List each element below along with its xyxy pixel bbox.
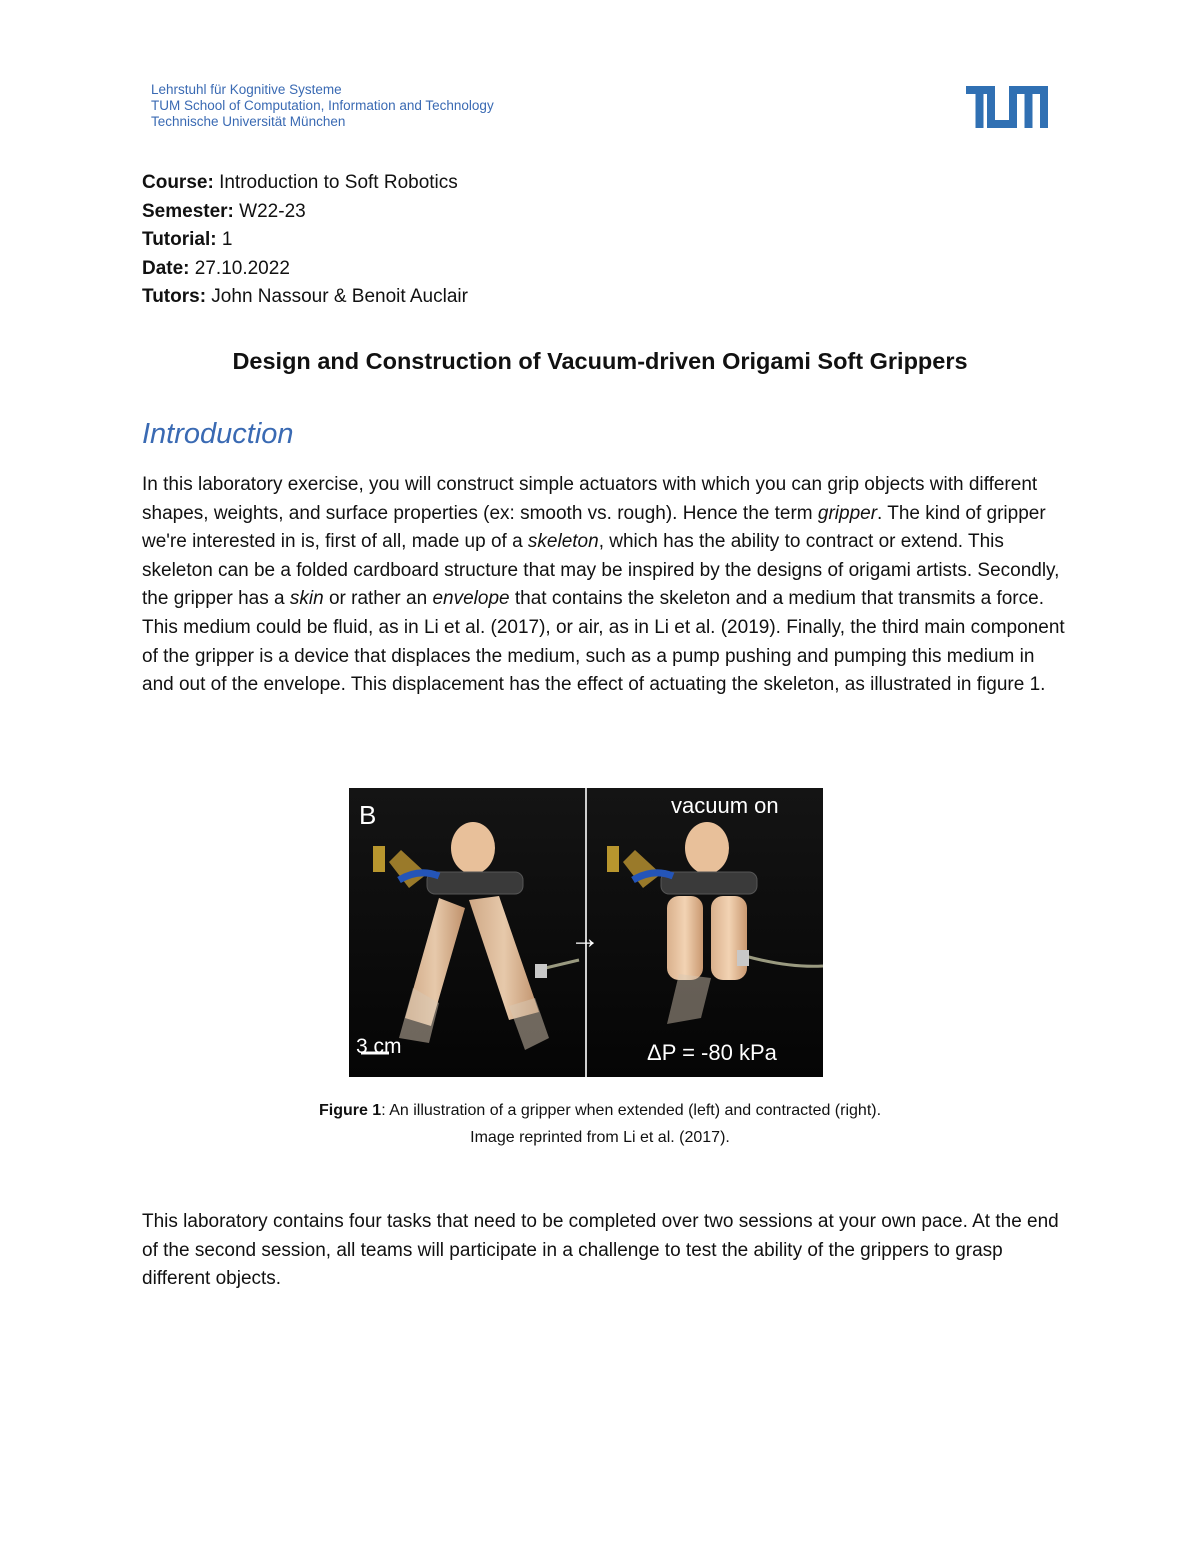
intro-paragraph — [142, 471, 1067, 700]
term-skeleton: skeleton — [527, 531, 599, 553]
tutorial-line — [142, 226, 468, 255]
course-label: Course: — [142, 172, 214, 193]
date-label: Date: — [142, 257, 190, 279]
chair-affiliation — [151, 82, 494, 130]
tum-logo — [966, 86, 1048, 128]
vacuum-on-label: vacuum on — [671, 793, 779, 818]
intro-text-2: . The kind of gripper we're interested in is, first of all, made up of a — [142, 502, 1046, 553]
figure-caption-text: : An illustration of a gripper when extended (left) and contracted (right). — [381, 1102, 882, 1119]
chair-line-1: Lehrstuhl für Kognitive Systeme — [151, 82, 342, 97]
semester-line — [142, 198, 468, 227]
arrow-icon: → — [570, 922, 600, 955]
term-gripper: gripper — [817, 502, 878, 524]
intro-text-3: , which has the ability to contract or extend. This skeleton can be a folded cardboard structure that may be inspired by the designs of origami artists. Secondly, the gripper has a — [142, 531, 1060, 610]
pressure-label: ΔP = -80 kPa — [647, 1040, 777, 1065]
section-heading-introduction: Introduction — [142, 418, 294, 450]
chair-line-3: Technische Universität München — [151, 114, 346, 129]
term-skin: skin — [289, 588, 324, 610]
chair-line-2: TUM School of Computation, Information and Technology — [151, 98, 494, 113]
figure-caption — [0, 1101, 1200, 1121]
gripper-figure — [349, 788, 823, 1077]
semester-value: W22-23 — [233, 200, 306, 222]
panel-letter-label: B — [359, 800, 377, 830]
intro-text-4: or rather an — [323, 588, 433, 610]
course-line — [142, 169, 468, 198]
term-envelope: envelope — [432, 588, 510, 610]
date-line — [142, 255, 468, 284]
figure-caption-label: Figure 1 — [318, 1102, 382, 1119]
intro-text-1: In this laboratory exercise, you will construct simple actuators with which you can grip objects with different shapes, weights, and surface properties (ex: smooth vs. rough). Hence the term — [142, 474, 1038, 524]
semester-label: Semester: — [142, 200, 234, 222]
tutors-value: John Nassour & Benoit Auclair — [206, 286, 468, 307]
scale-bar-label: 3 cm — [356, 1035, 402, 1058]
course-value: Introduction to Soft Robotics — [213, 172, 458, 193]
document-title: Design and Construction of Vacuum-driven Origami Soft Grippers — [232, 348, 968, 374]
tutors-label: Tutors: — [142, 286, 207, 307]
date-value: 27.10.2022 — [189, 257, 290, 279]
tutorial-value: 1 — [216, 229, 233, 250]
tutorial-label: Tutorial: — [142, 229, 217, 250]
tutors-line — [142, 283, 468, 312]
course-metadata — [142, 169, 468, 312]
closing-paragraph: This laboratory contains four tasks that need to be completed over two sessions at your own pace. At the end of the second session, all teams will participate in a challenge to test the ability of the grippers to grasp different objects. — [142, 1211, 1059, 1290]
figure-caption-source: Image reprinted from Li et al. (2017). — [470, 1129, 730, 1146]
intro-text-5: that contains the skeleton and a medium that transmits a force. This medium could be fluid, as in Li et al. (2017), or air, as in Li et al. (2019). Finally, the third main component of the gripper is a device that displaces the medium, such as a pump pushing and pumping this medium in and out of the envelope. This displacement has the effect of actuating the skeleton, as illustrated in figure 1. — [142, 588, 1065, 696]
